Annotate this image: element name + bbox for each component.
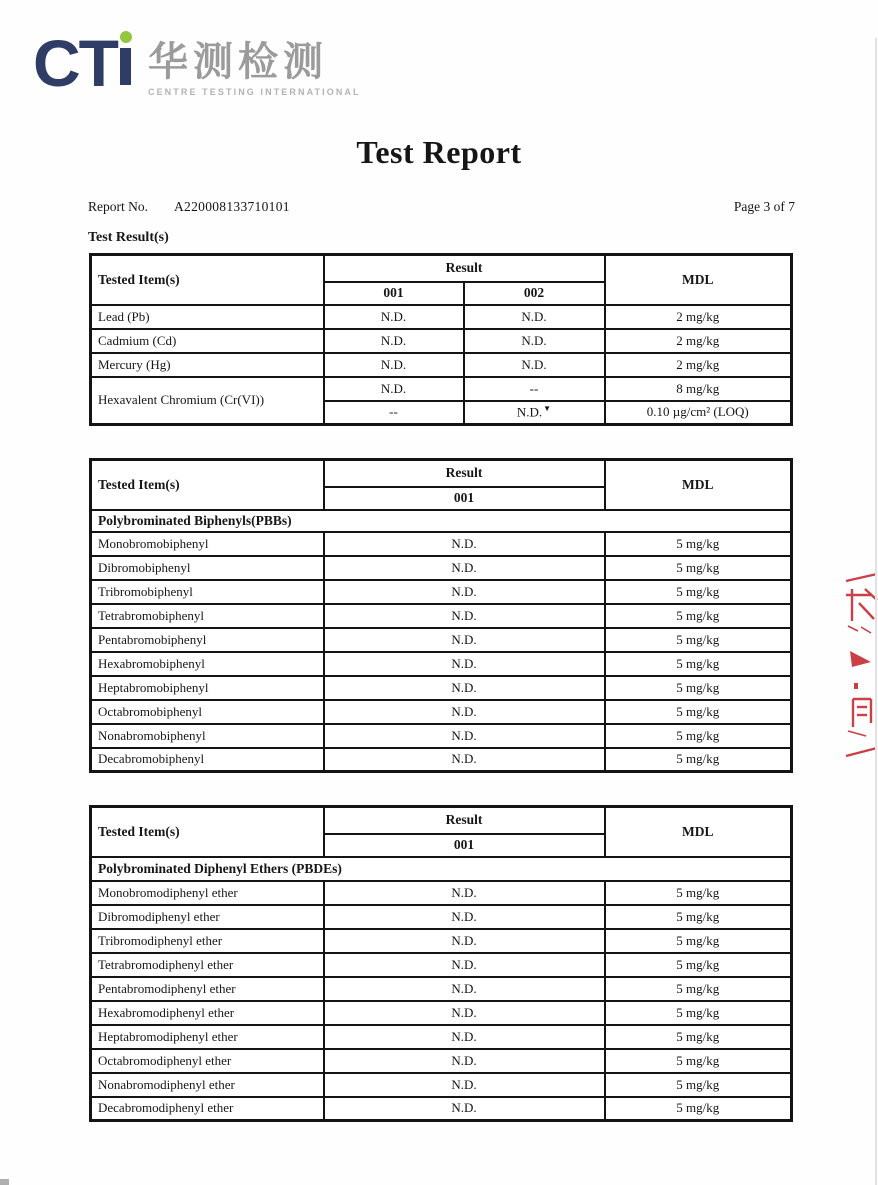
table-row bbox=[91, 1097, 792, 1121]
col-header-sample-001: 001 bbox=[324, 282, 464, 305]
mdl-cell: 5 mg/kg bbox=[605, 881, 792, 905]
result-001-cell: N.D. bbox=[324, 724, 605, 748]
col-header-result: Result bbox=[324, 807, 605, 834]
result-001-cell: N.D. bbox=[324, 329, 464, 353]
tested-item-cell: Octabromodiphenyl ether bbox=[91, 1049, 324, 1073]
partial-red-seal-icon bbox=[844, 565, 878, 765]
seal-top-stroke bbox=[846, 574, 877, 581]
table-row bbox=[91, 329, 792, 353]
report-meta-row bbox=[88, 199, 795, 215]
table-row bbox=[91, 353, 792, 377]
result-001-cell: N.D. bbox=[324, 556, 605, 580]
tested-item-cell: Tribromodiphenyl ether bbox=[91, 929, 324, 953]
result-002-cell: -- bbox=[464, 377, 605, 401]
result-001-cell: N.D. bbox=[324, 977, 605, 1001]
cti-i-stem bbox=[120, 48, 131, 85]
mdl-cell: 8 mg/kg bbox=[605, 377, 792, 401]
mdl-cell: 5 mg/kg bbox=[605, 929, 792, 953]
page-title: Test Report bbox=[356, 134, 522, 170]
tested-item-cell: Mercury (Hg) bbox=[91, 353, 324, 377]
mdl-cell: 5 mg/kg bbox=[605, 676, 792, 700]
tested-item-cell: Heptabromobiphenyl bbox=[91, 676, 324, 700]
result-001-cell: N.D. bbox=[324, 700, 605, 724]
tested-item-cell: Dibromobiphenyl bbox=[91, 556, 324, 580]
table-row bbox=[91, 305, 792, 329]
result-001-cell: N.D. bbox=[324, 953, 605, 977]
seal-lower-character-marks bbox=[848, 699, 871, 736]
col-header-result: Result bbox=[324, 255, 605, 282]
result-001-cell: N.D. bbox=[324, 1001, 605, 1025]
table-row bbox=[91, 556, 792, 580]
result-001-cell: N.D. bbox=[324, 1073, 605, 1097]
result-001-cell: N.D. bbox=[324, 353, 464, 377]
section-title: Polybrominated Biphenyls(PBBs) bbox=[91, 510, 792, 532]
mdl-cell: 0.10 µg/cm² (LOQ) bbox=[605, 401, 792, 425]
logo-subtitle: CENTRE TESTING INTERNATIONAL bbox=[147, 87, 361, 97]
tested-item-cell: Lead (Pb) bbox=[91, 305, 324, 329]
tested-item-cell: Tribromobiphenyl bbox=[91, 580, 324, 604]
result-001-cell: N.D. bbox=[324, 580, 605, 604]
result-001-cell: N.D. bbox=[324, 377, 464, 401]
tested-item-cell: Decabromodiphenyl ether bbox=[91, 1097, 324, 1121]
result-001-cell: N.D. bbox=[324, 881, 605, 905]
mdl-cell: 5 mg/kg bbox=[605, 532, 792, 556]
col-header-result: Result bbox=[324, 460, 605, 487]
tested-item-cell: Dibromodiphenyl ether bbox=[91, 905, 324, 929]
mdl-cell: 5 mg/kg bbox=[605, 1097, 792, 1121]
section-title: Polybrominated Diphenyl Ethers (PBDEs) bbox=[91, 857, 792, 881]
table-row bbox=[91, 580, 792, 604]
table-row bbox=[91, 905, 792, 929]
mdl-cell: 5 mg/kg bbox=[605, 1049, 792, 1073]
tested-item-cell: Decabromobiphenyl bbox=[91, 748, 324, 772]
logo-text-block bbox=[148, 22, 361, 98]
table-row bbox=[91, 1049, 792, 1073]
mdl-cell: 5 mg/kg bbox=[605, 1001, 792, 1025]
table-row bbox=[91, 1025, 792, 1049]
tested-item-cell: Hexabromodiphenyl ether bbox=[91, 1001, 324, 1025]
pbdes-result-table bbox=[89, 805, 793, 1122]
col-header-sample-002: 002 bbox=[464, 282, 605, 305]
result-001-cell: N.D. bbox=[324, 676, 605, 700]
mdl-cell: 2 mg/kg bbox=[605, 353, 792, 377]
col-header-tested-items: Tested Item(s) bbox=[91, 807, 324, 857]
result-001-cell: N.D. bbox=[324, 604, 605, 628]
col-header-sample-001: 001 bbox=[324, 834, 605, 857]
mdl-cell: 2 mg/kg bbox=[605, 329, 792, 353]
mdl-cell: 5 mg/kg bbox=[605, 556, 792, 580]
result-001-cell: N.D. bbox=[324, 905, 605, 929]
result-002-cell: N.D. bbox=[464, 329, 605, 353]
table-row bbox=[91, 1001, 792, 1025]
tested-item-cell: Pentabromobiphenyl bbox=[91, 628, 324, 652]
logo-chinese-text: 华测检测 bbox=[147, 39, 328, 85]
table-row bbox=[91, 929, 792, 953]
cti-green-dot-icon bbox=[120, 31, 132, 43]
cti-logo bbox=[33, 22, 361, 98]
result-001-cell: N.D. bbox=[324, 305, 464, 329]
col-header-sample-001: 001 bbox=[324, 487, 605, 510]
col-header-mdl: MDL bbox=[605, 255, 792, 305]
section-row bbox=[91, 510, 792, 532]
tested-item-cell: Nonabromodiphenyl ether bbox=[91, 1073, 324, 1097]
mdl-cell: 5 mg/kg bbox=[605, 580, 792, 604]
section-row bbox=[91, 857, 792, 881]
seal-triangle-mark bbox=[850, 651, 871, 667]
table-row bbox=[91, 1073, 792, 1097]
result-001-cell: N.D. bbox=[324, 1049, 605, 1073]
page-indicator: Page 3 of 7 bbox=[733, 199, 795, 214]
report-no-label: Report No. bbox=[88, 199, 148, 214]
table-row bbox=[91, 953, 792, 977]
mdl-cell: 2 mg/kg bbox=[605, 305, 792, 329]
result-001-cell: N.D. bbox=[324, 628, 605, 652]
tested-item-cell: Hexavalent Chromium (Cr(VI)) bbox=[91, 377, 324, 425]
footnote-triangle-marker: ▼ bbox=[543, 404, 552, 414]
result-001-cell: N.D. bbox=[324, 652, 605, 676]
metals-result-table bbox=[89, 253, 793, 426]
seal-bottom-stroke bbox=[846, 748, 877, 756]
result-001-cell: N.D. bbox=[324, 929, 605, 953]
result-value: N.D. bbox=[516, 404, 543, 420]
result-002-cell: N.D. bbox=[464, 305, 605, 329]
result-001-cell: -- bbox=[324, 401, 464, 425]
table-row bbox=[91, 377, 792, 401]
table-row bbox=[91, 676, 792, 700]
tested-item-cell: Pentabromodiphenyl ether bbox=[91, 977, 324, 1001]
table-row bbox=[91, 652, 792, 676]
tested-item-cell: Hexabromobiphenyl bbox=[91, 652, 324, 676]
table-row bbox=[91, 881, 792, 905]
test-results-heading: Test Result(s) bbox=[88, 230, 169, 245]
tested-item-cell: Monobromobiphenyl bbox=[91, 532, 324, 556]
tested-item-cell: Heptabromodiphenyl ether bbox=[91, 1025, 324, 1049]
report-no-value: A220008133710101 bbox=[174, 199, 290, 214]
result-001-cell: N.D. bbox=[324, 748, 605, 772]
mdl-cell: 5 mg/kg bbox=[605, 604, 792, 628]
col-header-tested-items: Tested Item(s) bbox=[91, 460, 324, 510]
col-header-mdl: MDL bbox=[605, 807, 792, 857]
result-002-cell: N.D. bbox=[464, 353, 605, 377]
tested-item-cell: Tetrabromodiphenyl ether bbox=[91, 953, 324, 977]
mdl-cell: 5 mg/kg bbox=[605, 700, 792, 724]
tested-item-cell: Tetrabromobiphenyl bbox=[91, 604, 324, 628]
result-001-cell: N.D. bbox=[324, 1097, 605, 1121]
mdl-cell: 5 mg/kg bbox=[605, 905, 792, 929]
table-row bbox=[91, 604, 792, 628]
cti-logo-text: CT bbox=[33, 26, 117, 100]
mdl-cell: 5 mg/kg bbox=[605, 748, 792, 772]
table-row bbox=[91, 700, 792, 724]
table-row bbox=[91, 724, 792, 748]
col-header-tested-items: Tested Item(s) bbox=[91, 255, 324, 305]
pbbs-result-table bbox=[89, 458, 793, 773]
mdl-cell: 5 mg/kg bbox=[605, 953, 792, 977]
mdl-cell: 5 mg/kg bbox=[605, 977, 792, 1001]
table-row bbox=[91, 748, 792, 772]
result-001-cell: N.D. bbox=[324, 1025, 605, 1049]
mdl-cell: 5 mg/kg bbox=[605, 724, 792, 748]
seal-upper-character-marks bbox=[846, 589, 877, 633]
mdl-cell: 5 mg/kg bbox=[605, 1025, 792, 1049]
result-001-cell: N.D. bbox=[324, 532, 605, 556]
col-header-mdl: MDL bbox=[605, 460, 792, 510]
cti-logo-i bbox=[120, 31, 132, 85]
tested-item-cell: Nonabromobiphenyl bbox=[91, 724, 324, 748]
tested-item-cell: Octabromobiphenyl bbox=[91, 700, 324, 724]
table-row bbox=[91, 532, 792, 556]
result-002-cell bbox=[464, 401, 605, 425]
table-row bbox=[91, 628, 792, 652]
scan-edge-line bbox=[875, 38, 877, 1185]
cti-logo-letters bbox=[33, 22, 132, 98]
table-row bbox=[91, 977, 792, 1001]
seal-dot-mark bbox=[854, 683, 858, 689]
mdl-cell: 5 mg/kg bbox=[605, 1073, 792, 1097]
tested-item-cell: Cadmium (Cd) bbox=[91, 329, 324, 353]
scan-corner-mark bbox=[0, 1179, 9, 1185]
mdl-cell: 5 mg/kg bbox=[605, 652, 792, 676]
tested-item-cell: Monobromodiphenyl ether bbox=[91, 881, 324, 905]
mdl-cell: 5 mg/kg bbox=[605, 628, 792, 652]
